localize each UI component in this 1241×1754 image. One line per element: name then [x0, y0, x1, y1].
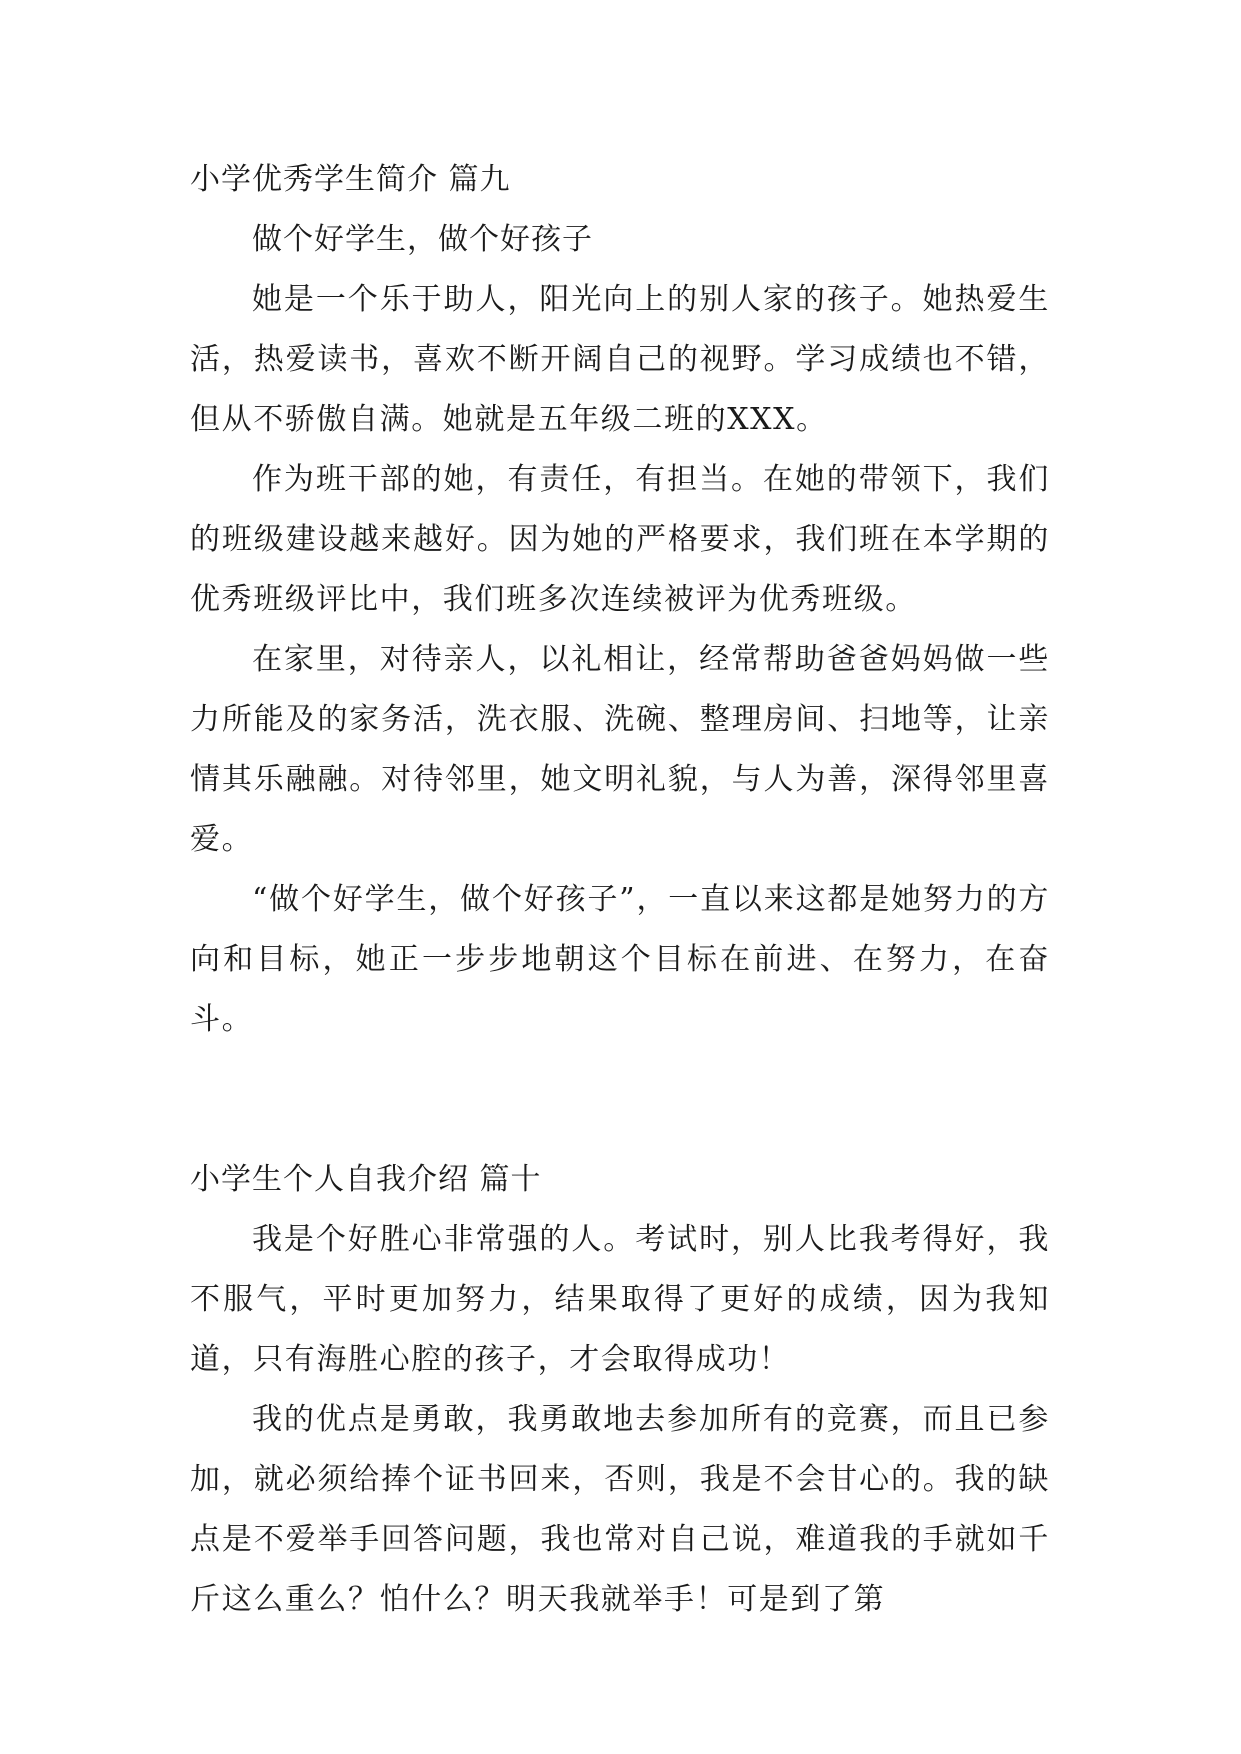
document-page — [190, 150, 1050, 1630]
section-9-paragraph-3: 在家里，对待亲人，以礼相让，经常帮助爸爸妈妈做一些力所能及的家务活，洗衣服、洗碗、整理房间、扫地等，让亲情其乐融融。对待邻里，她文明礼貌，与人为善，深得邻里喜爱。 — [190, 642, 1050, 857]
section-gap — [190, 1050, 1050, 1150]
section-10-paragraph-1: 我是个好胜心非常强的人。考试时，别人比我考得好，我不服气，平时更加努力，结果取得了更好的成绩，因为我知道，只有海胜心腔的孩子，才会取得成功！ — [190, 1222, 1050, 1377]
section-10-paragraph-2: 我的优点是勇敢，我勇敢地去参加所有的竞赛，而且已参加，就必须给捧个证书回来，否则，我是不会甘心的。我的缺点是不爱举手回答问题，我也常对自己说，难道我的手就如千斤这么重么？怕什么？明天我就举手！可是到了第 — [190, 1402, 1050, 1617]
section-10-title: 小学生个人自我介绍 篇十 — [190, 1162, 542, 1197]
section-9-title: 小学优秀学生简介 篇九 — [190, 162, 511, 197]
section-9-subtitle: 做个好学生，做个好孩子 — [252, 222, 593, 257]
section-9-paragraph-2: 作为班干部的她，有责任，有担当。在她的带领下，我们的班级建设越来越好。因为她的严格要求，我们班在本学期的优秀班级评比中，我们班多次连续被评为优秀班级。 — [190, 462, 1050, 617]
section-9-paragraph-1: 她是一个乐于助人，阳光向上的别人家的孩子。她热爱生活，热爱读书，喜欢不断开阔自己的视野。学习成绩也不错，但从不骄傲自满。她就是五年级二班的XXX。 — [190, 282, 1050, 437]
section-9-paragraph-4: “做个好学生，做个好孩子”，一直以来这都是她努力的方向和目标，她正一步步地朝这个目标在前进、在努力，在奋斗。 — [190, 882, 1050, 1037]
